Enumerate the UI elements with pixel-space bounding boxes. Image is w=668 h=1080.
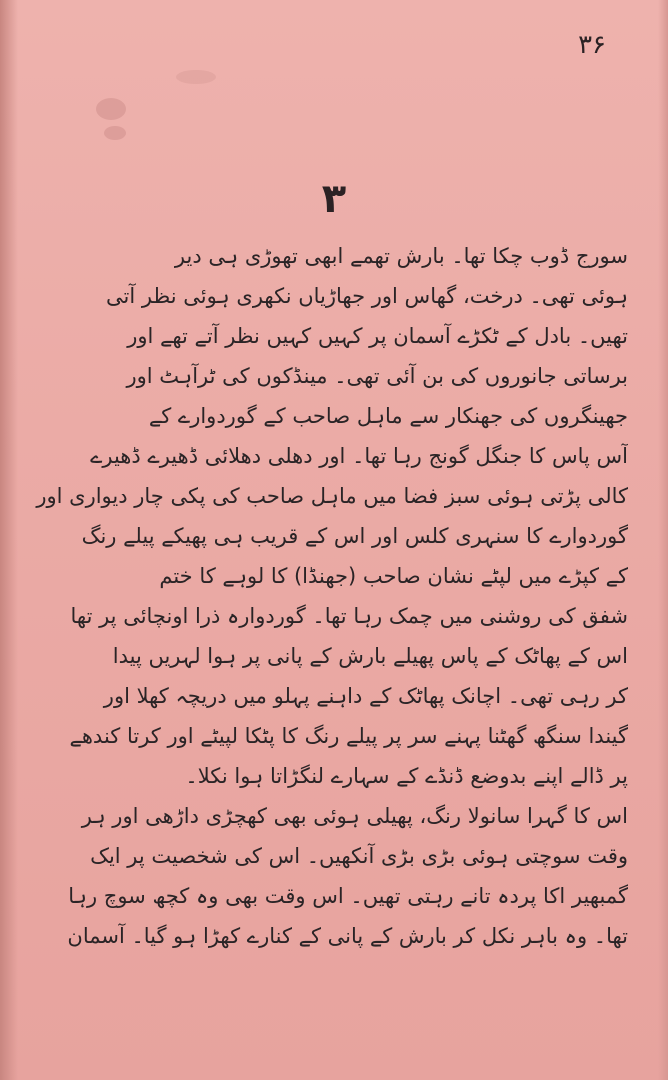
text-line: کر رہی تھی۔ اچانک پھاٹک کے داہنے پہلو میں دریچہ کھلا اور — [103, 684, 628, 708]
text-line: تھا۔ وہ باہر نکل کر بارش کے پانی کے کنارے کھڑا ہو گیا۔ آسمان — [67, 924, 628, 948]
chapter-number: ۳ — [321, 176, 347, 222]
text-line: سورج ڈوب چکا تھا۔ بارش تھمے ابھی تھوڑی ہی دیر — [174, 244, 628, 268]
text-line: وقت سوچتی ہوئی بڑی بڑی آنکھیں۔ اس کی شخصیت پر ایک — [90, 844, 628, 868]
text-line: کالی پڑتی ہوئی سبز فضا میں ماہل صاحب کی پکی چار دیواری اور — [36, 484, 628, 508]
text-line: پر ڈالے اپنے بدوضع ڈنڈے کے سہارے لنگڑاتا ہوا نکلا۔ — [185, 764, 628, 788]
text-line: ہوئی تھی۔ درخت، گھاس اور جھاڑیاں نکھری ہوئی نظر آتی — [106, 284, 628, 308]
text-line: آس پاس کا جنگل گونج رہا تھا۔ اور دھلی دھلائی ڈھیرے ڈھیرے — [90, 444, 628, 468]
text-line: کے کپڑے میں لپٹے نشان صاحب (جھنڈا) کا لوہے کا ختم — [159, 564, 628, 588]
text-line: جھینگروں کی جھنکار سے ماہل صاحب کے گوردوارے کے — [148, 404, 628, 428]
text-line: اس کے پھاٹک کے پاس پھیلے بارش کے پانی پر ہوا لہریں پیدا — [112, 644, 628, 668]
chapter-paragraph — [28, 236, 628, 956]
text-line: گوردوارے کا سنہری کلس اور اس کے قریب ہی پھیکے پیلے رنگ — [81, 524, 628, 548]
paper-stain — [96, 98, 126, 120]
text-line: تھیں۔ بادل کے ٹکڑے آسمان پر کہیں کہیں نظر آتے تھے اور — [127, 324, 628, 348]
paper-stain — [176, 70, 216, 84]
text-line: گمبھیر اکا پردہ تانے رہتی تھیں۔ اس وقت بھی وہ کچھ سوچ رہا — [68, 884, 628, 908]
page-number: ۳۶ — [578, 30, 606, 60]
text-line: اس کا گہرا سانولا رنگ، پھیلی ہوئی بھی کھچڑی داڑھی اور ہر — [81, 804, 628, 828]
text-line: برساتی جانوروں کی بن آئی تھی۔ مینڈکوں کی ٹرآہٹ اور — [126, 364, 628, 388]
text-line: گیندا سنگھ گھٹنا پہنے سر پر پیلے رنگ کا پٹکا لپیٹے اور کرتا کندھے — [69, 724, 628, 748]
text-line: شفق کی روشنی میں چمک رہا تھا۔ گوردوارہ ذرا اونچائی پر تھا — [70, 604, 628, 628]
paper-stain — [104, 126, 126, 140]
